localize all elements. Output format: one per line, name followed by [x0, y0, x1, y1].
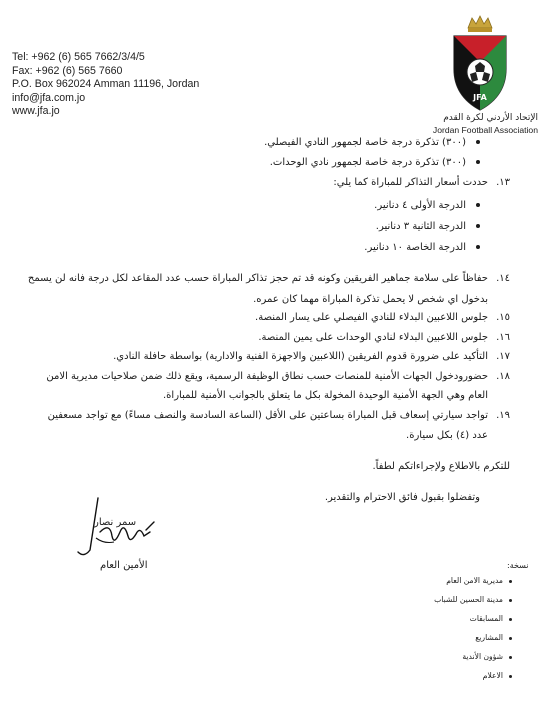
cc-item: المشاريع: [475, 633, 512, 642]
bullet-line: الدرجة الثانية ٣ دنانير.: [376, 221, 480, 232]
list-item-18: ١٨.حضورودخول الجهات الأمنية للمنصات حسب نطاق الوظيفة الرسمية، ويقع ذلك ضمن صلاحيات مديرية الامن: [46, 371, 510, 382]
cc-item: شؤون الأندية: [462, 652, 512, 661]
jfa-logo-icon: [440, 14, 520, 114]
contact-tel: Tel: +962 (6) 565 7662/3/4/5: [12, 51, 145, 63]
contact-block: [12, 51, 262, 119]
list-item-17: ١٧.التأكيد على ضرورة قدوم الفريقين (اللاعبين والاجهزة الفنية والادارية) بواسطة حافلة النادي.: [113, 351, 510, 362]
list-item-19: ١٩.تواجد سيارتي إسعاف قبل المباراة بساعتين على الأقل (الساعة السادسة والنصف مساءً) مع تواجد مسعفين: [47, 410, 510, 421]
list-item-continuation: عدد (٤) بكل سيارة.: [406, 430, 488, 441]
logo-caption: [388, 112, 538, 136]
logo-name-en: Jordan Football Association: [432, 125, 538, 135]
contact-fax: Fax: +962 (6) 565 7660: [12, 64, 123, 77]
bullet-dot: [476, 203, 480, 207]
bullet-dot: [476, 224, 480, 228]
cc-item: الاعلام: [483, 671, 512, 680]
list-item-16: ١٦.جلوس اللاعبين البدلاء لنادي الوحدات على يمين المنصة.: [258, 332, 510, 343]
cc-item: مديرية الامن العام: [446, 576, 512, 585]
cc-label: نسخة:: [507, 561, 529, 570]
contact-web: www.jfa.jo: [12, 105, 60, 118]
bullet-line: الدرجة الخاصة ١٠ دنانير.: [364, 242, 480, 253]
svg-text:JFA: JFA: [473, 93, 487, 102]
bullet-dot: [476, 160, 480, 164]
list-item-continuation: العام وهي الجهة الأمنية الوحيدة المخولة بكل ما يتعلق بالجوانب الأمنية للمباراة.: [163, 390, 488, 401]
list-item-continuation: بدخول اي شخص لا يحمل تذكرة المباراة مهما كان عمره.: [253, 294, 488, 305]
list-item-15: ١٥.جلوس اللاعبين البدلاء للنادي الفيصلي على يسار المنصة.: [255, 312, 510, 323]
cc-item: مدينة الحسين للشباب: [434, 595, 512, 604]
bullet-line: (٣٠٠) تذكرة درجة خاصة لجمهور نادي الوحدات.: [270, 157, 480, 168]
closing-line-2: وتفضلوا بقبول فائق الاحترام والتقدير.: [324, 492, 480, 503]
signatory-title: الأمين العام: [100, 560, 148, 571]
closing-line-1: للتكرم بالاطلاع ولإجراءاتكم لطفاً.: [372, 461, 510, 472]
handwritten-signature: [70, 492, 160, 564]
signatory-name: سمر نصار: [94, 517, 137, 528]
bullet-line: (٣٠٠) تذكرة درجة خاصة لجمهور النادي الفيصلي.: [264, 137, 480, 148]
logo-name-ar: الإتحاد الأردني لكرة القدم: [443, 113, 538, 123]
bullet-dot: [476, 140, 480, 144]
contact-email: info@jfa.com.jo: [12, 91, 86, 104]
contact-pobox: P.O. Box 962024 Amman 11196, Jordan: [12, 78, 200, 91]
list-item-13: ١٣.حددت أسعار التذاكر للمباراة كما يلي:: [333, 177, 510, 188]
list-item-14: ١٤.حفاظاً على سلامة جماهير الفريقين وكونه قد تم حجز تذاكر المباراة حسب عدد المقاعد لكل درجة فانه لن يسمح: [27, 273, 510, 284]
cc-item: المسابقات: [470, 614, 512, 623]
bullet-dot: [476, 245, 480, 249]
bullet-line: الدرجة الأولى ٤ دنانير.: [374, 200, 480, 211]
